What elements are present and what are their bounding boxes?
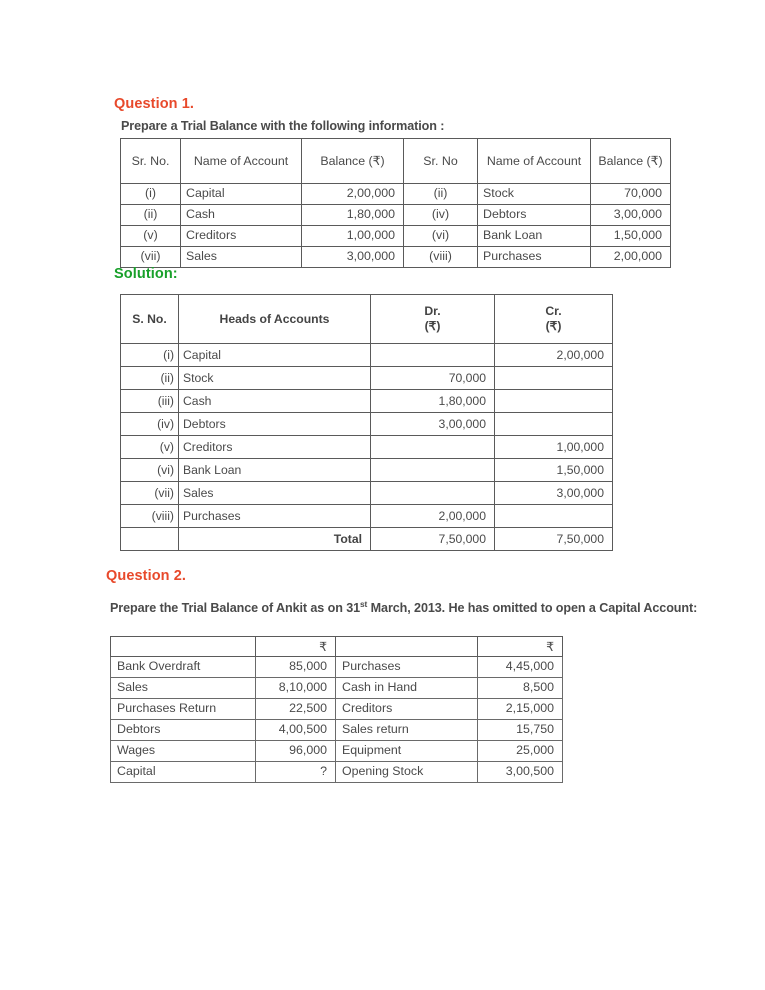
cell-account: Sales: [181, 247, 302, 268]
cell-account-right: Purchases: [336, 657, 478, 678]
cell-account: Purchases: [478, 247, 591, 268]
table-row: [121, 247, 671, 268]
credit-label: Cr.: [545, 304, 562, 319]
table-row: [111, 657, 563, 678]
cell-balance: 1,80,000: [302, 205, 404, 226]
col-header-sr-no-right: Sr. No: [404, 139, 478, 184]
col-header-balance-right: Balance (₹): [591, 139, 671, 184]
cell-credit: [495, 413, 613, 436]
cell-balance: 3,00,000: [591, 205, 671, 226]
col-header-currency-left: ₹: [256, 637, 336, 657]
cell-account-right: Opening Stock: [336, 762, 478, 783]
col-header-s-no: S. No.: [121, 295, 179, 344]
cell-balance: 1,00,000: [302, 226, 404, 247]
cell-head: Stock: [179, 367, 371, 390]
cell-account: Creditors: [181, 226, 302, 247]
cell-sr-no: (ii): [121, 205, 181, 226]
cell-amount-left: 22,500: [256, 699, 336, 720]
cell-debit: 70,000: [371, 367, 495, 390]
cell-balance: 2,00,000: [302, 184, 404, 205]
table-row: [121, 367, 613, 390]
cell-balance: 3,00,000: [302, 247, 404, 268]
cell-account-right: Equipment: [336, 741, 478, 762]
cell-head: Creditors: [179, 436, 371, 459]
question-2-prompt: [110, 598, 698, 615]
cell-s-no: (iv): [121, 413, 179, 436]
cell-debit: [371, 344, 495, 367]
cell-account: Capital: [181, 184, 302, 205]
question-1-prompt: Prepare a Trial Balance with the following information :: [121, 119, 445, 133]
col-header-balance-left: Balance (₹): [302, 139, 404, 184]
col-header-credit: [495, 295, 613, 344]
cell-s-no: (i): [121, 344, 179, 367]
cell-sr-no: (v): [121, 226, 181, 247]
cell-amount-right: 4,45,000: [478, 657, 563, 678]
cell-balance: 70,000: [591, 184, 671, 205]
table-row: [121, 482, 613, 505]
cell-sr-no: (vii): [121, 247, 181, 268]
cell-account-right: Creditors: [336, 699, 478, 720]
cell-account-left: Bank Overdraft: [111, 657, 256, 678]
col-header-heads-of-accounts: Heads of Accounts: [179, 295, 371, 344]
table-row: [121, 390, 613, 413]
table-total-row: [121, 528, 613, 551]
cell-head: Sales: [179, 482, 371, 505]
col-header-debit: [371, 295, 495, 344]
col-header-currency-right: ₹: [478, 637, 563, 657]
cell-account-left: Sales: [111, 678, 256, 699]
cell-s-no: (vii): [121, 482, 179, 505]
col-header-blank-right: [336, 637, 478, 657]
cell-sr-no: (vi): [404, 226, 478, 247]
cell-s-no: (vi): [121, 459, 179, 482]
table-row: [121, 505, 613, 528]
cell-credit: [495, 505, 613, 528]
cell-balance: 1,50,000: [591, 226, 671, 247]
cell-head: Debtors: [179, 413, 371, 436]
cell-debit: [371, 482, 495, 505]
cell-head: Capital: [179, 344, 371, 367]
cell-amount-left: 8,10,000: [256, 678, 336, 699]
table-header-row: [121, 139, 671, 184]
table-row: [121, 205, 671, 226]
debit-currency: (₹): [424, 319, 441, 333]
cell-account-left: Wages: [111, 741, 256, 762]
cell-account: Bank Loan: [478, 226, 591, 247]
cell-balance: 2,00,000: [591, 247, 671, 268]
cell-amount-right: 2,15,000: [478, 699, 563, 720]
table-row: [121, 436, 613, 459]
table-row: [121, 344, 613, 367]
table-row: [111, 699, 563, 720]
cell-debit: 1,80,000: [371, 390, 495, 413]
cell-amount-right: 8,500: [478, 678, 563, 699]
cell-head: Purchases: [179, 505, 371, 528]
cell-total-credit: 7,50,000: [495, 528, 613, 551]
question-2-heading: Question 2.: [106, 568, 187, 584]
cell-s-no: (iii): [121, 390, 179, 413]
total-label: Total: [179, 528, 371, 551]
question-2-prompt-ordinal: st: [360, 598, 368, 609]
cell-s-no: (ii): [121, 367, 179, 390]
solution-heading: Solution:: [114, 266, 178, 282]
table-header-row: [111, 637, 563, 657]
cell-debit: 2,00,000: [371, 505, 495, 528]
cell-credit: 3,00,000: [495, 482, 613, 505]
table-row: [121, 184, 671, 205]
cell-head: Bank Loan: [179, 459, 371, 482]
cell-amount-right: 15,750: [478, 720, 563, 741]
solution-table: [120, 294, 613, 551]
cell-credit: 1,00,000: [495, 436, 613, 459]
cell-amount-left: 85,000: [256, 657, 336, 678]
question-2-table: [110, 636, 563, 783]
table-row: [121, 413, 613, 436]
cell-debit: [371, 436, 495, 459]
cell-s-no: (viii): [121, 505, 179, 528]
cell-account: Cash: [181, 205, 302, 226]
cell-credit: 1,50,000: [495, 459, 613, 482]
cell-sr-no: (iv): [404, 205, 478, 226]
table-row: [111, 720, 563, 741]
table-row: [111, 678, 563, 699]
question-1-heading: Question 1.: [114, 96, 195, 112]
cell-amount-right: 25,000: [478, 741, 563, 762]
col-header-name-right: Name of Account: [478, 139, 591, 184]
cell-amount-left: ?: [256, 762, 336, 783]
cell-credit: [495, 390, 613, 413]
cell-sr-no: (ii): [404, 184, 478, 205]
debit-label: Dr.: [424, 304, 441, 319]
cell-sr-no: (viii): [404, 247, 478, 268]
cell-debit: 3,00,000: [371, 413, 495, 436]
cell-account: Stock: [478, 184, 591, 205]
credit-currency: (₹): [545, 319, 562, 333]
cell-account-left: Capital: [111, 762, 256, 783]
cell-amount-left: 4,00,500: [256, 720, 336, 741]
col-header-sr-no-left: Sr. No.: [121, 139, 181, 184]
table-row: [111, 741, 563, 762]
col-header-blank-left: [111, 637, 256, 657]
cell-total-debit: 7,50,000: [371, 528, 495, 551]
table-row: [121, 226, 671, 247]
cell-s-no: (v): [121, 436, 179, 459]
cell-debit: [371, 459, 495, 482]
question-2-prompt-pre: Prepare the Trial Balance of Ankit as on 31: [110, 601, 360, 615]
cell-account-left: Purchases Return: [111, 699, 256, 720]
col-header-name-left: Name of Account: [181, 139, 302, 184]
question-1-table: [120, 138, 671, 268]
cell-account-right: Sales return: [336, 720, 478, 741]
cell-amount-left: 96,000: [256, 741, 336, 762]
cell-credit: [495, 367, 613, 390]
table-row: [111, 762, 563, 783]
table-header-row: [121, 295, 613, 344]
cell-total-blank: [121, 528, 179, 551]
table-row: [121, 459, 613, 482]
cell-head: Cash: [179, 390, 371, 413]
cell-account-right: Cash in Hand: [336, 678, 478, 699]
cell-account: Debtors: [478, 205, 591, 226]
cell-account-left: Debtors: [111, 720, 256, 741]
cell-sr-no: (i): [121, 184, 181, 205]
cell-amount-right: 3,00,500: [478, 762, 563, 783]
cell-credit: 2,00,000: [495, 344, 613, 367]
question-2-prompt-post: March, 2013. He has omitted to open a Capital Account:: [367, 601, 698, 615]
